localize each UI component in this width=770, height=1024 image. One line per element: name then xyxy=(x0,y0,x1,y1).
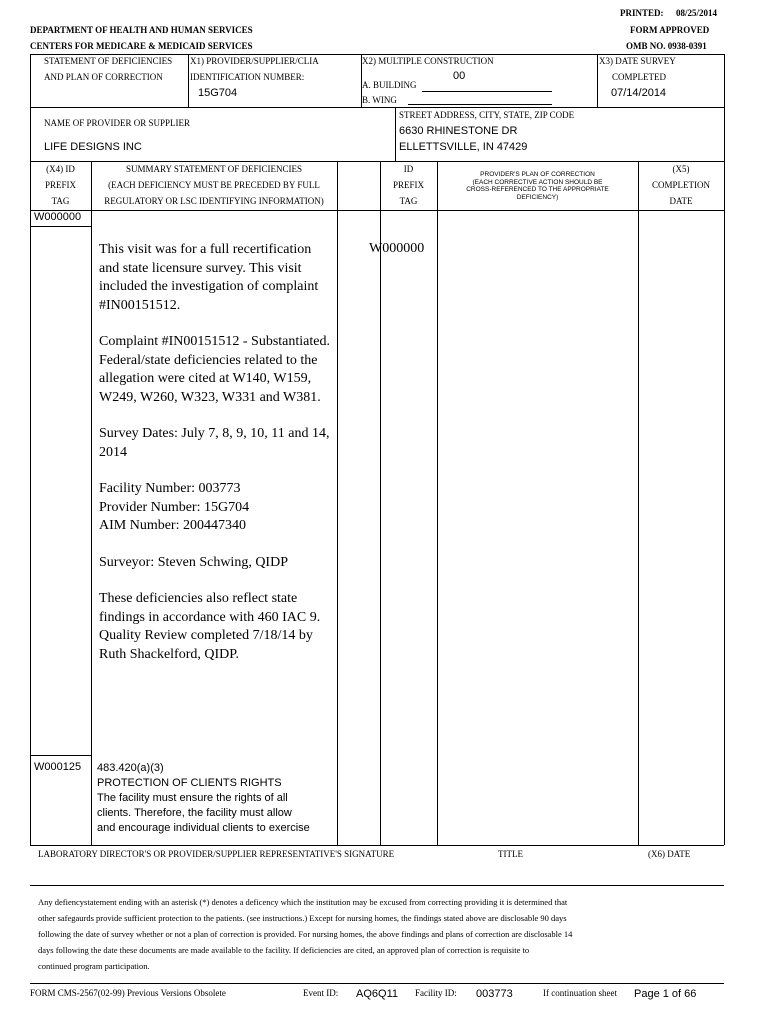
provider-name-value: LIFE DESIGNS INC xyxy=(44,141,142,153)
continuation-label: If continuation sheet xyxy=(543,988,617,998)
address-line-2: ELLETTSVILLE, IN 47429 xyxy=(399,141,528,153)
paragraph-complaint: Complaint #IN00151512 - Substantiated. Federal/state deficiencies related to the allegation were cited at W140, W159, W249, W260, W323, W331 and W381. xyxy=(99,334,330,405)
tag-w000000: W000000 xyxy=(34,211,82,223)
form-number: FORM CMS-2567(02-99) Previous Versions Obsolete xyxy=(30,988,226,998)
plan-header xyxy=(437,171,638,201)
rule xyxy=(395,107,396,161)
rule xyxy=(30,755,91,756)
page-number: Page 1 of 66 xyxy=(634,988,697,1000)
rule xyxy=(30,983,724,984)
centers-title: CENTERS FOR MEDICARE & MEDICAID SERVICES xyxy=(30,41,253,51)
x3-label-2: COMPLETED xyxy=(612,72,666,82)
x5-header-1: (X5) xyxy=(672,164,690,174)
rule xyxy=(30,54,724,55)
rule xyxy=(724,54,725,845)
signature-label: LABORATORY DIRECTOR'S OR PROVIDER/SUPPLIER REPRESENTATIVE'S SIGNATURE xyxy=(38,849,395,859)
paragraph-visit: This visit was for a full recertification and state licensure survey. This visit included the investigation of complaint #IN00151512. xyxy=(99,242,319,313)
rule xyxy=(188,54,189,107)
summary-header-1: SUMMARY STATEMENT OF DEFICIENCIES xyxy=(125,164,303,174)
form-approved: FORM APPROVED xyxy=(630,25,710,35)
rule xyxy=(380,161,381,845)
footnote-line-3: following the date of survey whether or not a plan of correction is provided. For nursing homes, the above findings and plans of correction are disclosable 14 xyxy=(38,929,573,939)
provider-name-label: NAME OF PROVIDER OR SUPPLIER xyxy=(44,118,191,128)
statement-label: STATEMENT OF DEFICIENCIES xyxy=(44,56,173,66)
rule xyxy=(638,161,639,845)
x5-header-3: DATE xyxy=(669,196,693,206)
rule xyxy=(437,161,438,845)
w125-text-2: clients. Therefore, the facility must allow xyxy=(97,807,292,819)
x4-header-2: PREFIX xyxy=(44,180,76,190)
footnote-line-1: Any defiencystatement ending with an asterisk (*) denotes a deficency which the institution may be excused from correcting providing it is determined that xyxy=(38,897,568,907)
w125-heading: PROTECTION OF CLIENTS RIGHTS xyxy=(97,777,282,789)
date-label: (X6) DATE xyxy=(648,849,691,859)
provider-id-value: 15G704 xyxy=(198,87,238,99)
footnote-line-2: other safegaurds provide sufficient protection to the patients. (see instructions.) Except for nursing homes, the findings stated above are disclosable 90 days xyxy=(38,913,567,923)
building-underline xyxy=(422,91,552,92)
rule xyxy=(337,161,338,845)
facility-number-line: Facility Number: 003773 xyxy=(99,481,241,496)
plan-header-4: DEFICIENCY) xyxy=(516,193,559,201)
rule xyxy=(30,161,724,162)
printed-label: PRINTED: xyxy=(620,8,664,18)
footnote xyxy=(38,894,572,974)
rule xyxy=(91,161,92,845)
w125-block xyxy=(97,761,310,836)
id-header-3: TAG xyxy=(399,196,418,206)
paragraph-survey-dates: Survey Dates: July 7, 8, 9, 10, 11 and 14, 2014 xyxy=(99,426,330,460)
summary-body xyxy=(99,241,331,682)
x2-label: X2) MULTIPLE CONSTRUCTION xyxy=(362,56,494,66)
survey-date-value: 07/14/2014 xyxy=(611,87,667,99)
summary-header-3: REGULATORY OR LSC IDENTIFYING INFORMATION) xyxy=(104,196,324,206)
aim-number-line: AIM Number: 200447340 xyxy=(99,518,246,533)
omb-number: OMB NO. 0938-0391 xyxy=(626,41,707,51)
provider-number-line: Provider Number: 15G704 xyxy=(99,499,250,515)
wing-underline xyxy=(408,104,552,105)
x4-header-3: TAG xyxy=(51,196,70,206)
summary-header-2: (EACH DEFICIENCY MUST BE PRECEDED BY FULL xyxy=(108,180,320,190)
x1-label-2: IDENTIFICATION NUMBER: xyxy=(190,72,305,82)
facility-id-value: 003773 xyxy=(476,988,513,1000)
event-id-value: AQ6Q11 xyxy=(356,988,398,1000)
rule xyxy=(597,54,598,107)
rule xyxy=(30,885,724,886)
printed-date: 08/25/2014 xyxy=(676,8,718,18)
address-line-1: 6630 RHINESTONE DR xyxy=(399,125,518,137)
plan-header-2: (EACH CORRECTIVE ACTION SHOULD BE xyxy=(472,178,603,186)
paragraph-facility xyxy=(99,480,331,536)
title-label: TITLE xyxy=(498,849,523,859)
rule xyxy=(30,210,724,211)
rule xyxy=(30,845,724,846)
id-header-1: ID xyxy=(403,164,414,174)
paragraph-surveyor: Surveyor: Steven Schwing, QIDP xyxy=(99,554,288,570)
tag-w000125: W000125 xyxy=(34,761,82,773)
w125-regulation: 483.420(a)(3) xyxy=(97,762,164,774)
w125-text-3: and encourage individual clients to exercise xyxy=(97,822,310,834)
x4-header-1: (X4) ID xyxy=(46,164,75,174)
facility-id-label: Facility ID: xyxy=(415,988,457,998)
id-header-2: PREFIX xyxy=(392,180,424,190)
x3-label: X3) DATE SURVEY xyxy=(599,56,676,66)
wing-label: B. WING xyxy=(362,95,397,105)
event-id-label: Event ID: xyxy=(303,988,339,998)
building-value: 00 xyxy=(453,70,466,82)
w125-text-1: The facility must ensure the rights of all xyxy=(97,792,288,804)
id-tag-w000000: W000000 xyxy=(369,241,425,256)
footnote-line-5: continued program participation. xyxy=(38,961,150,971)
x5-header-2: COMPLETION xyxy=(652,180,710,190)
x1-label: X1) PROVIDER/SUPPLIER/CLIA xyxy=(190,56,319,66)
plan-header-1: PROVIDER'S PLAN OF CORRECTION xyxy=(480,171,595,178)
paragraph-state-findings: These deficiencies also reflect state findings in accordance with 460 IAC 9. Quality Review completed 7/18/14 by Ruth Shackelford, QIDP. xyxy=(99,591,321,662)
building-label: A. BUILDING xyxy=(362,80,417,90)
plan-label: AND PLAN OF CORRECTION xyxy=(44,72,163,82)
address-label: STREET ADDRESS, CITY, STATE, ZIP CODE xyxy=(399,110,575,120)
department-title: DEPARTMENT OF HEALTH AND HUMAN SERVICES xyxy=(30,25,253,35)
rule xyxy=(30,107,724,108)
plan-header-3: CROSS-REFERENCED TO THE APPROPRIATE xyxy=(466,186,609,193)
footnote-line-4: days following the date these documents are made available to the facility. If deficiencies are cited, an approved plan of correction is requisite to xyxy=(38,945,530,955)
